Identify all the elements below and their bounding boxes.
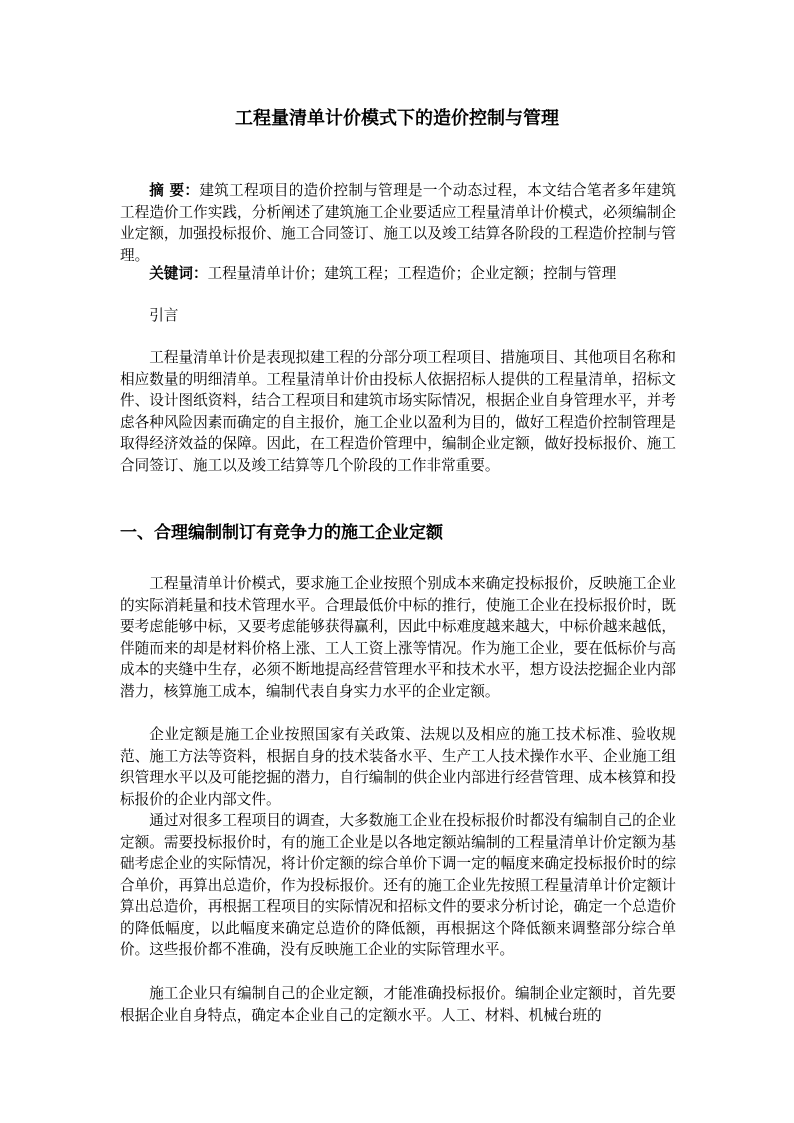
abstract-text: 建筑工程项目的造价控制与管理是一个动态过程，本文结合笔者多年建筑工程造价工作实践，分析阐述了建筑施工企业要适应工程量清单计价模式，必须编制企业定额，加强投标报价、施工合同签订、施工以及竣工结算各阶段的工程造价控制与管理。: [120, 182, 676, 264]
intro-heading: 引言: [149, 307, 179, 324]
keywords-text: 工程量清单计价；建筑工程；工程造价；企业定额；控制与管理: [207, 265, 617, 282]
abstract-paragraph: [120, 180, 676, 266]
keywords-paragraph: [120, 263, 676, 285]
body-paragraph: 工程量清单计价模式，要求施工企业按照个别成本来确定投标报价，反映施工企业的实际消耗量和技术管理水平。合理最低价中标的推行，使施工企业在投标报价时，既要考虑能够中标，又要考虑能够获得赢利，因此中标难度越来越大，中标价越来越低，伴随而来的却是材料价格上涨、工人工资上涨等情况。作为施工企业，要在低标价与高成本的夹缝中生存，必须不断地提高经营管理水平和技术水平，想方设法挖掘企业内部潜力，核算施工成本，编制代表自身实力水平的企业定额。: [120, 575, 676, 700]
section-heading: 一、合理编制制订有竞争力的施工企业定额: [120, 523, 443, 543]
keywords-label: 关键词：: [149, 265, 208, 282]
body-paragraph: 通过对很多工程项目的调查，大多数施工企业在投标报价时都没有编制自己的企业定额。需要投标报价时，有的施工企业是以各地定额站编制的工程量清单计价定额为基础考虑企业的实际情况，将计价定额的综合单价下调一定的幅度来确定投标报价时的综合单价，再算出总造价，作为投标报价。还有的施工企业先按照工程量清单计价定额计算出总造价，再根据工程项目的实际情况和招标文件的要求分析讨论，确定一个总造价的降低幅度，以此幅度来确定总造价的降低额，再根据这个降低额来调整部分综合单价。这些报价都不准确，没有反映施工企业的实际管理水平。: [120, 812, 676, 958]
intro-paragraph: 工程量清单计价是表现拟建工程的分部分项工程项目、措施项目、其他项目名称和相应数量的明细清单。工程量清单计价由投标人依据招标人提供的工程量清单，招标文件、设计图纸资料，结合工程项目和建筑市场实际情况，根据企业自身管理水平，并考虑各种风险因素而确定的自主报价，施工企业以盈利为目的，做好工程造价控制管理是取得经济效益的保障。因此，在工程造价管理中，编制企业定额，做好投标报价、施工合同签订、施工以及竣工结算等几个阶段的工作非常重要。: [120, 349, 676, 474]
body-paragraph: 企业定额是施工企业按照国家有关政策、法规以及相应的施工技术标准、验收规范、施工方法等资料，根据自身的技术装备水平、生产工人技术操作水平、企业施工组织管理水平以及可能挖掘的潜力，自行编制的供企业内部进行经营管理、成本核算和投标报价的企业内部文件。: [120, 726, 676, 808]
body-paragraph: 施工企业只有编制自己的企业定额，才能准确投标报价。编制企业定额时，首先要根据企业自身特点，确定本企业自己的定额水平。人工、材料、机械台班的: [120, 985, 676, 1024]
page-title: 工程量清单计价模式下的造价控制与管理: [235, 108, 559, 129]
abstract-label: 摘 要：: [149, 182, 200, 199]
